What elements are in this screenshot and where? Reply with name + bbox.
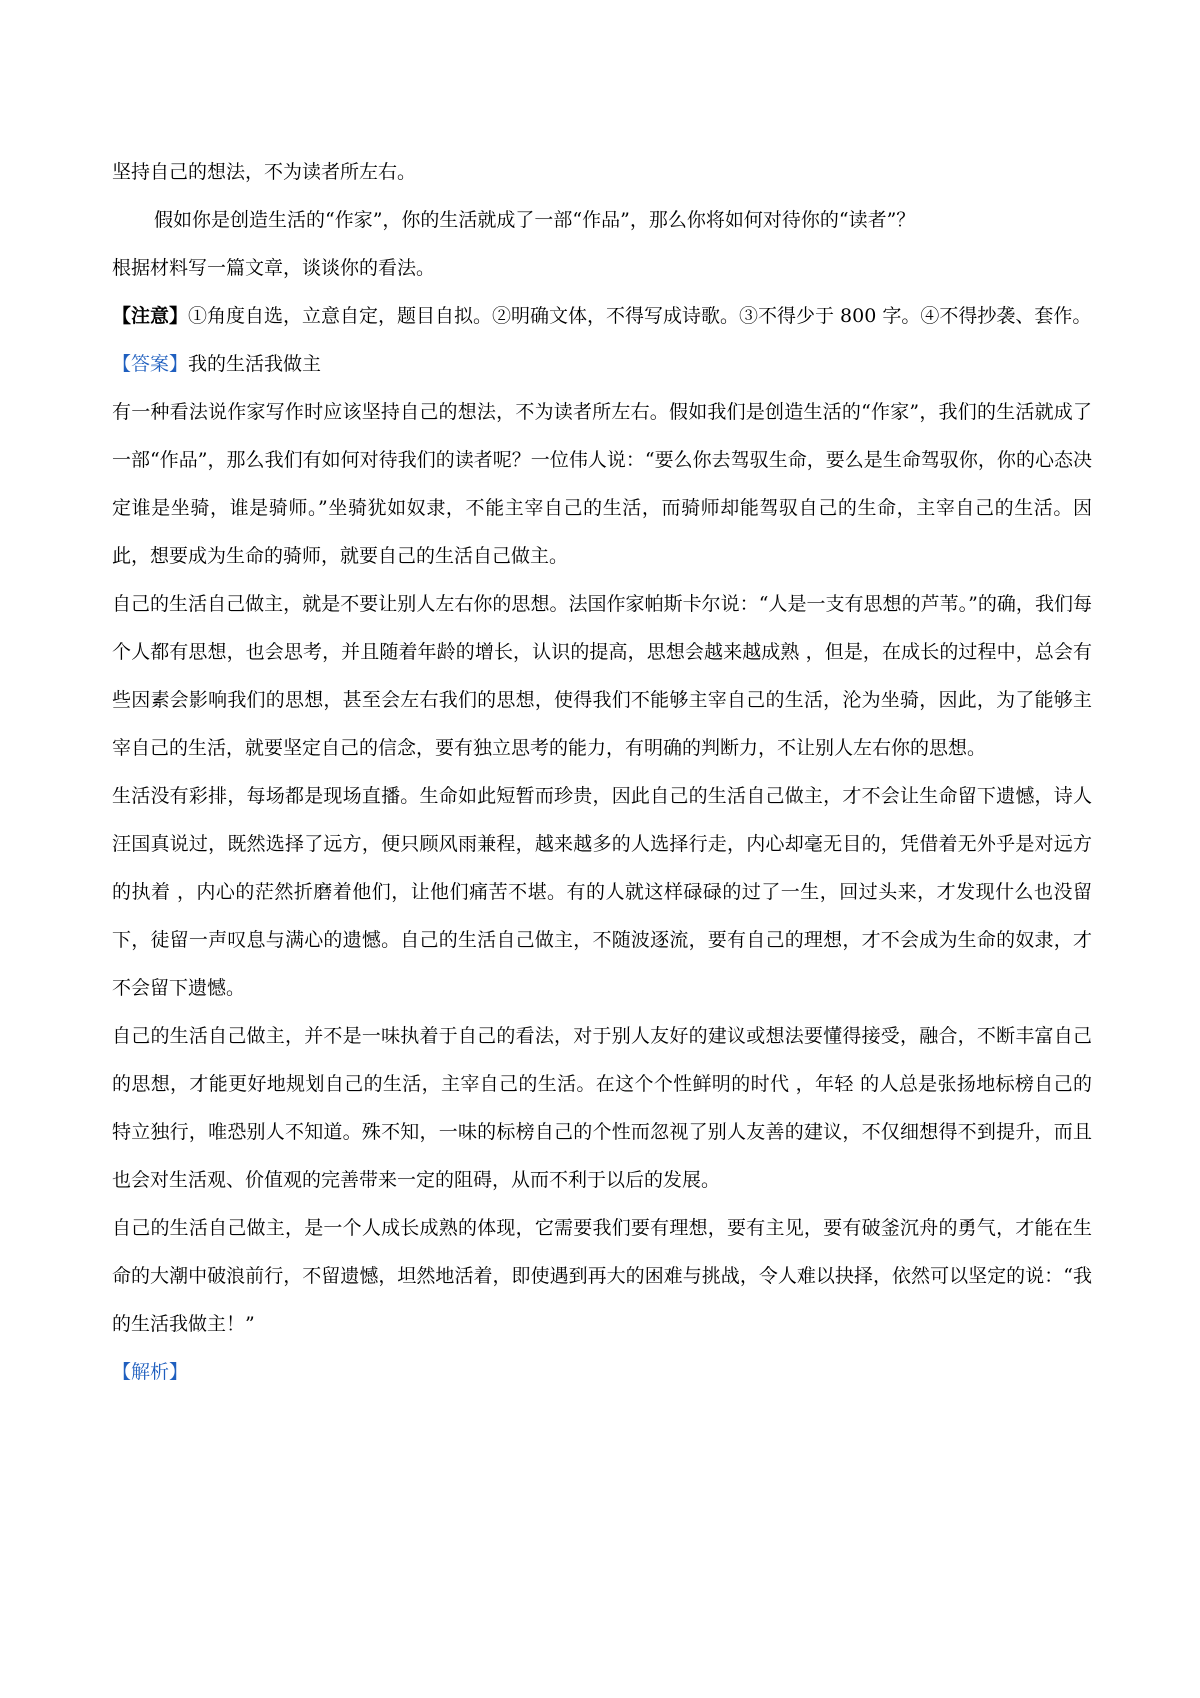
question-instruction: 根据材料写一篇文章，谈谈你的看法。 — [112, 257, 436, 279]
answer-heading — [112, 340, 1092, 388]
question-prompt: 假如你是创造生活的“作家”，你的生活就成了一部“作品”，那么你将如何对待你的“读者”？ — [154, 209, 916, 231]
answer-title: 我的生活我做主 — [188, 353, 322, 375]
notice-label: 【注意】 — [112, 305, 189, 327]
answer-paragraph-1: 有一种看法说作家写作时应该坚持自己的想法，不为读者所左右。假如我们是创造生活的“作家”，我们的生活就成了一部“作品”，那么我们有如何对待我们的读者呢？一位伟人说：“要么你去驾驭生命，要么是生命驾驭你，你的心态决定谁是坐骑，谁是骑师。”坐骑犹如奴隶，不能主宰自己的生活，而骑师却能驾驭自己的生命，主宰自己的生活。因此，想要成为生命的骑师，就要自己的生活自己做主。 — [112, 401, 1092, 567]
question-line-1: 坚持自己的想法，不为读者所左右。 — [112, 161, 417, 183]
answer-paragraph-2: 自己的生活自己做主，就是不要让别人左右你的思想。法国作家帕斯卡尔说：“人是一支有思想的芦苇。”的确，我们每个人都有思想，也会思考，并且随着年龄的增长，认识的提高，思想会越来越成熟 ，但是，在成长的过程中，总会有些因素会影响我们的思想，甚至会左右我们的思想，使得我们不能够主宰自己的生活，沦为坐骑，因此，为了能够主宰自己的生活，就要坚定自己的信念，要有独立思考的能力，有明确的判断力，不让别人左右你的思想。 — [112, 593, 1092, 759]
analysis-label: 【解析】 — [112, 1361, 189, 1383]
answer-paragraph-5: 自己的生活自己做主，是一个人成长成熟的体现，它需要我们要有理想，要有主见，要有破釜沉舟的勇气，才能在生命的大潮中破浪前行，不留遗憾，坦然地活着，即使遇到再大的困难与挑战，令人难以抉择，依然可以坚定的说：“我的生活我做主！” — [112, 1217, 1092, 1335]
analysis-heading — [112, 1348, 1092, 1396]
answer-label: 【答案】 — [112, 353, 189, 375]
notice-text: ①角度自选，立意自定，题目自拟。②明确文体，不得写成诗歌。③不得少于 800 字。④不得抄袭、套作。 — [188, 305, 1092, 327]
answer-paragraph-4: 自己的生活自己做主，并不是一味执着于自己的看法，对于别人友好的建议或想法要懂得接受，融合，不断丰富自己的思想，才能更好地规划自己的生活，主宰自己的生活。在这个个性鲜明的时代 ，年轻 的人总是张扬地标榜自己的特立独行，唯恐别人不知道。殊不知，一味的标榜自己的个性而忽视了别人友善的建议，不仅细想得不到提升，而且也会对生活观、价值观的完善带来一定的阻碍，从而不利于以后的发展。 — [112, 1025, 1092, 1191]
notice — [112, 292, 1092, 340]
document-page — [112, 148, 1092, 1396]
answer-paragraph-3: 生活没有彩排，每场都是现场直播。生命如此短暂而珍贵，因此自己的生活自己做主，才不会让生命留下遗憾，诗人汪国真说过，既然选择了远方，便只顾风雨兼程，越来越多的人选择行走，内心却毫无目的，凭借着无外乎是对远方的执着 ，内心的茫然折磨着他们，让他们痛苦不堪。有的人就这样碌碌的过了一生，回过头来，才发现什么也没留下，徒留一声叹息与满心的遗憾。自己的生活自己做主，不随波逐流，要有自己的理想，才不会成为生命的奴隶，才不会留下遗憾。 — [112, 785, 1092, 999]
